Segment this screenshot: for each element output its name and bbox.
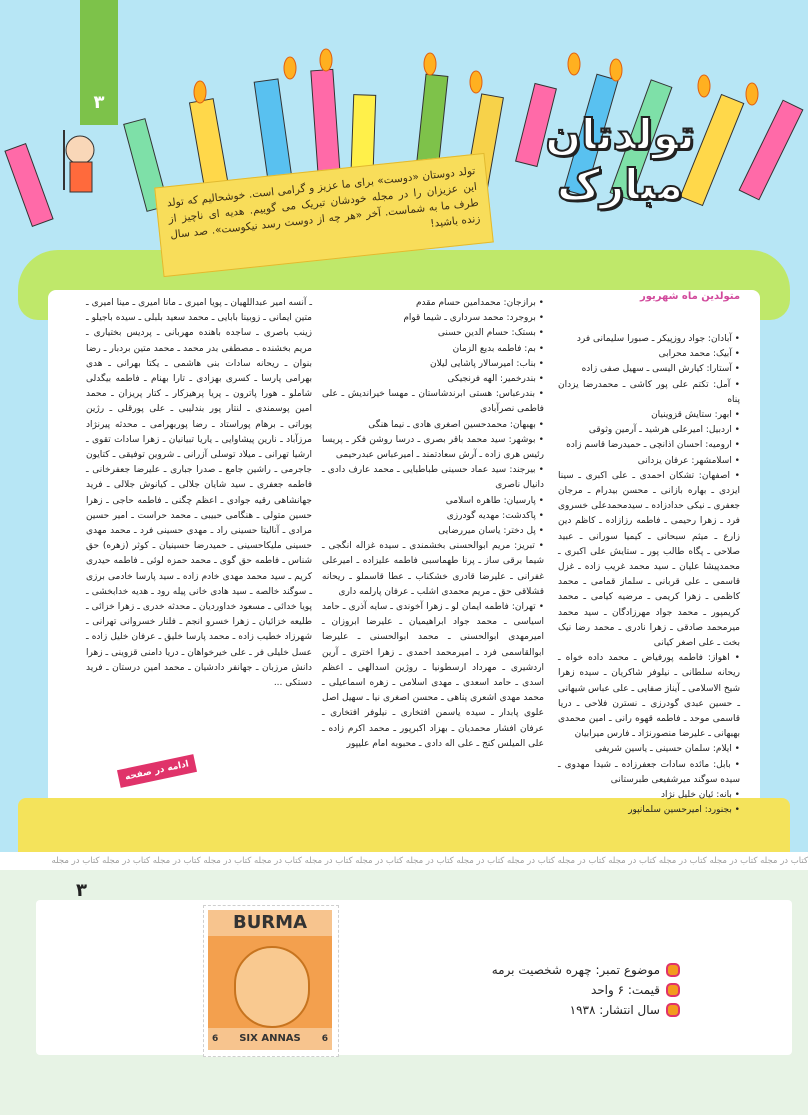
list-item: • برازجان: محمدامین حسام مقدم: [415, 298, 544, 308]
page-number: ۳: [93, 92, 105, 113]
list-item: • بستک: حسام الدین حسنی: [437, 328, 544, 339]
list-item: • بجنورد: امیرحسین سلمانپور: [628, 805, 740, 816]
intro-text: تولد دوستان «دوست» برای ما عزیز و گرامی است. خوشحالیم که تولد این عزیزان را در مجله خودشان تبریک می گوییم. هدیه ای ناچیز از طرف ما به شماست. آخر «هر چه از دوست رسد نیکوست». صد سال زنده باشید!: [166, 164, 481, 242]
list-item: • آستارا: کیارش الیسی ـ سهیل صفی زاده: [581, 364, 740, 375]
stamp-value-left: 6: [212, 1034, 219, 1044]
list-item: • پاکدشت: مهدیه گودرزی: [446, 510, 544, 521]
list-item: • اردبیل: امیرعلی هرشید ـ آرمین وثوقی: [588, 425, 740, 436]
list-item: • تهران: فاطمه ایمان لو ـ زهرا آخوندی ـ سایه آذری ـ حامد اسیاسی ـ محمد جواد ابراهیمیان ـ علیرضا ابروزان ـ امیرمهدی ابوالحسنی ـ محمد ابوالحسنی ـ علیرضا ابوالقاسمی فرد ـ امیرمحمد احمدی ـ زهرا اختری ـ آرین اردشیری ـ مهرداد ارسطونیا ـ روژین اسدالهی ـ اعظم اسدی ـ حامد اسعدی ـ مهدی اسلامی ـ زهره اسماعیلی ـ محمد مهدی اشعری پناهی ـ محسن اصغری نیا ـ سهیل اصل علوی پابدار ـ سیده یاسمن افتخاری ـ نیلوفر افتخاری ـ عرفان افشار محمدیان ـ بهزاد اکبرپور ـ محمد اکرم زاده ـ علی المیلس کنج ـ علی اله دادی ـ محبوبه امام علیپور: [322, 602, 544, 749]
info-year-text: سال انتشار: ۱۹۳۸: [569, 1003, 660, 1017]
list-item: • آبیک: محمد محرابی: [658, 349, 740, 360]
list-item: • آمل: تکتم علی پور کاشی ـ محمدرضا یزدان پناه: [558, 379, 740, 405]
bottom-page-number: ۳: [76, 880, 87, 901]
list-item: • بانه: ئیان خلیل نژاد: [661, 790, 740, 801]
info-subject-text: موضوع تمبر: چهره شخصیت برمه: [491, 963, 660, 977]
column-left: [86, 296, 312, 691]
list-item: • اهواز: فاطمه پورفیاض ـ محمد داده خواه ـ ریحانه سلطانی ـ نیلوفر شاکریان ـ سیده زهرا شیخ الاسلامی ـ آیناز صفایی ـ علی عباس شیهانی ـ حسین عبدی گودرزی ـ نسترن فلاحی ـ دریا قاسمی موحد ـ فاطمه قهوه رانی ـ امین محمدی بهبهانی ـ علیرضا منصورنژاد ـ فارس میرابیان: [558, 653, 740, 740]
list-item: • آبادان: جواد روزپیکر ـ صبورا سلیمانی فرد: [576, 334, 740, 344]
title-line-1: تولدتان: [545, 110, 695, 159]
divider-label: کتاب در مجله: [760, 856, 808, 866]
list-item: • بم: فاطمه بدیع الزمان: [452, 343, 544, 354]
list-item: ـ آنسه امیر عبداللهیان ـ پویا امیری ـ مانا امیری ـ مینا امیری ـ متین ایمانی ـ زوبینا بابایی ـ محمد سعید بلبلی ـ سیده باجیلو ـ زینب باصری ـ ساجده باهنده مهربانی ـ پردیس بختیاری ـ مریم بخشنده ـ مصطفی بدر محمد ـ محمد متین بردبار ـ رضا بنوان ـ ریحانه سادات بنی هاشمی ـ یکتا بهرانی ـ هدی بهرامی پارسا ـ کسری بهزادی ـ تارا بهنام ـ فاطمه بیگدلی شاملو ـ هورا پاترون ـ پریا پرهیزکار ـ کتار پریزان ـ محمد امین پوسمندی ـ لنتار پور بندلیبی ـ علی پورقلی ـ رژین پوراتی ـ برهام پوراستاد ـ رضا پوربهرامی ـ محدثه پیرنژاد مرزآباد ـ نارین پیشاوایی ـ یاریا تبیانیان ـ زهرا سادات تقوی ـ ارشیا تهرانی ـ میلاد توسلی آزرانی ـ شروین توفیقی ـ کتایون جاجرمی ـ راشین جامع ـ صدرا جباری ـ علیرضا جعفرخانی ـ فاطمه جعفری ـ سید شایان جلالی ـ کیانوش جلالی ـ فرید جهانشاهی رقیه جوادی ـ اعظم چگنی ـ فاطمه حاجی ـ زهرا حسین متولی ـ هنگامی حبیبی ـ محمد حراست ـ امیر حسین مرادی ـ آنالیتا حسینی راد ـ مهدی حسینی فرد ـ محمد مهدی حسینی ملیکاحسینی ـ حمیدرضا حسینیان ـ کوثر (زهره) حق شناس ـ فاطمه حق گوی ـ محمد حمزه لوئی ـ فاطمه حیدری کریم ـ سید محمد مهدی خادم زاده ـ سید پارسا خادمی برزی ـ سوگند خالصه ـ سید هادی خانی پیله رود ـ هدیه خدابخشی ـ پویا خدائی ـ مسعود خداوردیان ـ محدثه خدری ـ زهرا خزائی ـ طلیعه خزائیان ـ زهرا خسرو انجم ـ فلنار خسروانی تهرانی ـ شهرزاد خطیب زاده ـ محمد پارسا خلیق ـ عرفان خلیل زاده ـ عسل خلیلی فر ـ علی خیرخواهان ـ دریا دامنی قزوینی ـ زهرا دانش مرزبان ـ جهانفر دادشیان ـ محمد امین درستان ـ فرید دستکی ...: [86, 298, 312, 689]
list-item: • بناب: امیرسالار پاشایی لیلان: [430, 358, 544, 369]
stamp-country: BURMA: [208, 910, 332, 936]
stamp-portrait: [234, 946, 310, 1028]
column-middle: [322, 296, 544, 752]
info-subject: [440, 960, 680, 980]
info-price-text: قیمت: ۶ واحد: [590, 983, 660, 997]
list-item: • پل دختر: یاسان میررضایی: [438, 526, 544, 537]
stamp-info: [440, 960, 680, 1020]
section-divider: [0, 852, 808, 870]
list-item: • ارومیه: احسان اذانچی ـ حمیدرضا قاسم زاده: [566, 440, 740, 451]
list-item: • پارسیان: طاهره اسلامی: [445, 495, 544, 506]
stamp-image: [208, 910, 332, 1050]
bottom-edge: [0, 1060, 808, 1115]
stamp-value-text: SIX ANNAS: [239, 1033, 301, 1044]
list-item: • بندرعباس: هستی ابرندشاستان ـ مهسا خیراندیش ـ علی فاطمی نصرآبادی: [322, 389, 544, 415]
bullet-icon: [666, 1003, 680, 1017]
section-title: متولدین ماه شهریور: [640, 291, 741, 302]
stamp-value-band: [208, 1028, 332, 1050]
list-item: • ایلام: سلمان حسینی ـ یاسین شریفی: [594, 744, 740, 755]
continued-tag: ادامه در صفحه ۴۰: [117, 754, 197, 788]
list-item: • اصفهان: تشکان احمدی ـ علی اکبری ـ سینا ایزدی ـ بهاره بازانی ـ محسن بیدرام ـ مرجان جعفری ـ نیکی حدادزاده ـ سیدمحمدعلی خسروی فرد ـ زهرا رحیمی ـ فاطمه رزازاده ـ کاظم دین زارع ـ میثم سبحانی ـ کیمیا سورانی ـ عبید صلاحی ـ پگاه طالب پور ـ ستایش علی اکبری ـ محمدپیشا علیان ـ سید محمد غریب زاده ـ غزل قاسمی ـ علی قربانی ـ سلماز قمامی ـ محمد کاظمی ـ زهرا کریمی ـ مرضیه کیامی ـ محمد کریمپور ـ محمد جواد مهرزادگان ـ سید محمد میرمحمد صادقی ـ زهرا نادری ـ محمد رضا نیک بخت ـ علی اصغر کیانی: [558, 470, 740, 649]
list-item: • اسلامشهر: عرفان یزدانی: [637, 455, 740, 466]
divider-label-repeat: کتاب در مجله کتاب در مجله کتاب در مجله کتاب در مجله کتاب در مجله کتاب در مجله کتاب در مجله کتاب در مجله کتاب در مجله کتاب در مجله کتاب در مجله کتاب در مجله کتاب در مجله کتاب در مجله: [51, 856, 758, 866]
title-line-2: مبارک: [556, 160, 684, 209]
bullet-icon: [666, 983, 680, 997]
list-item: • بیرجند: سید عماد حسینی طباطبایی ـ محمد عارف دادی ـ دانیال ناصری: [322, 465, 544, 491]
page-title: [545, 110, 695, 220]
list-item: • بابل: مائده سادات جعفرزاده ـ شیدا مهدوی ـ سیده سوگند میرشفیعی طبرستانی: [558, 759, 740, 785]
info-price: [440, 980, 680, 1000]
list-item: • ابهر: ستایش قزوینیان: [651, 410, 740, 421]
column-right: [558, 332, 740, 819]
list-item: • بهبهان: محمدحسین اصغری هادی ـ نیما هنگی: [368, 419, 544, 430]
bullet-icon: [666, 963, 680, 977]
list-item: • بندرخمیر: الهه فرنجیکی: [447, 374, 544, 385]
list-item: • بروجرد: محمد سرداری ـ شیما قوام: [403, 313, 544, 324]
stamp-value-right: 6: [321, 1034, 328, 1044]
info-year: [440, 1000, 680, 1020]
list-item: • بوشهر: سید محمد باقر بصری ـ درسا روشن فکر ـ پریسا رئیس هری زاده ـ آرش سعادتمند ـ امیرعباس عبدرحیمی: [322, 434, 544, 461]
list-item: • تبریز: مریم ابوالحسنی بخشمندی ـ سیده غزاله انگجی ـ شیما برقی ساز ـ پرنا طهماسبی فاطمه علیزاده ـ امیرعلی غفرانی ـ علیرضا قادری خشکناب ـ عطا قاسملو ـ ریحانه قشلاقی حق ـ مریم محمدی اشلب ـ عرفان پارلمه داری: [322, 541, 544, 597]
